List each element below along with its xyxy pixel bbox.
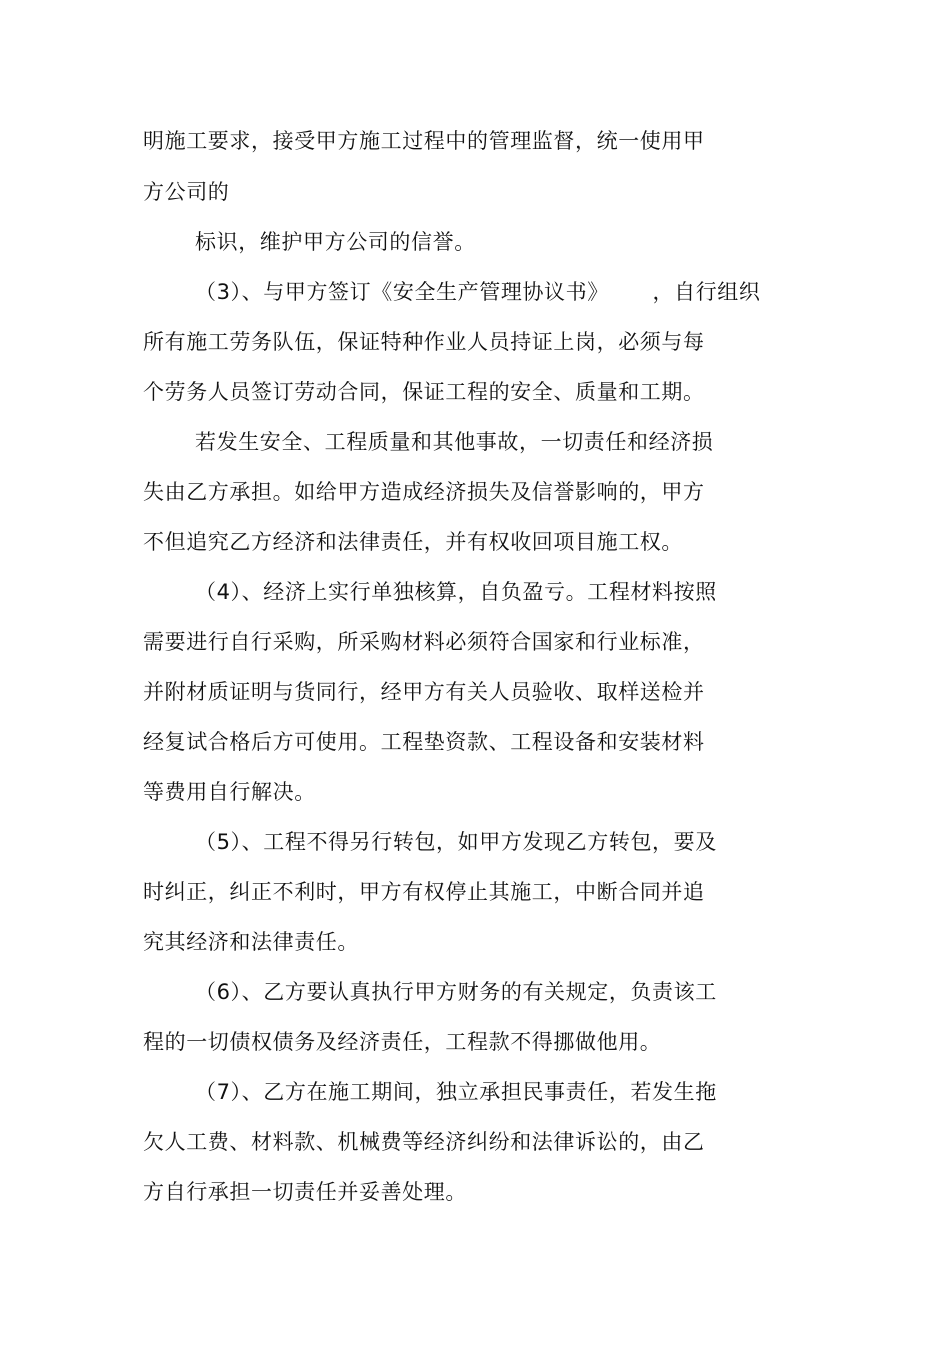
text-line: 不但追究乙方经济和法律责任，并有权收回项目施工权。: [143, 530, 683, 554]
text-line: 程的一切债权债务及经济责任，工程款不得挪做他用。: [143, 1030, 662, 1054]
text-line: 个劳务人员签订劳动合同，保证工程的安全、质量和工期。: [143, 380, 705, 404]
text-line: （6）、乙方要认真执行甲方财务的有关规定，负责该工: [195, 980, 717, 1004]
text-line: 方自行承担一切责任并妥善处理。: [143, 1180, 467, 1204]
text-line: 标识，维护甲方公司的信誉。: [195, 230, 476, 254]
text-line: 失由乙方承担。如给甲方造成经济损失及信誉影响的，甲方: [143, 480, 705, 504]
text-line: 所有施工劳务队伍，保证特种作业人员持证上岗，必须与每: [143, 330, 705, 354]
text-line: 时纠正，纠正不利时，甲方有权停止其施工，中断合同并追: [143, 880, 705, 904]
text-line: 欠人工费、材料款、机械费等经济纠纷和法律诉讼的，由乙: [143, 1130, 705, 1154]
text-line: 需要进行自行采购，所采购材料必须符合国家和行业标准，: [143, 630, 705, 654]
text-line: （4）、经济上实行单独核算，自负盈亏。工程材料按照: [195, 580, 717, 604]
text-line: 若发生安全、工程质量和其他事故，一切责任和经济损: [195, 430, 714, 454]
text-line: 经复试合格后方可使用。工程垫资款、工程设备和安装材料: [143, 730, 705, 754]
text-line: （5）、工程不得另行转包，如甲方发现乙方转包，要及: [195, 830, 717, 854]
text-line: 并附材质证明与货同行，经甲方有关人员验收、取样送检并: [143, 680, 705, 704]
text-line: 等费用自行解决。: [143, 780, 316, 804]
text-line: （3）、与甲方签订《安全生产管理协议书》 ，自行组织: [195, 280, 761, 304]
text-line: 究其经济和法律责任。: [143, 930, 359, 954]
text-line: 明施工要求，接受甲方施工过程中的管理监督，统一使用甲: [143, 129, 705, 153]
text-line: （7）、乙方在施工期间，独立承担民事责任，若发生拖: [195, 1080, 717, 1104]
text-line: 方公司的: [143, 180, 230, 204]
